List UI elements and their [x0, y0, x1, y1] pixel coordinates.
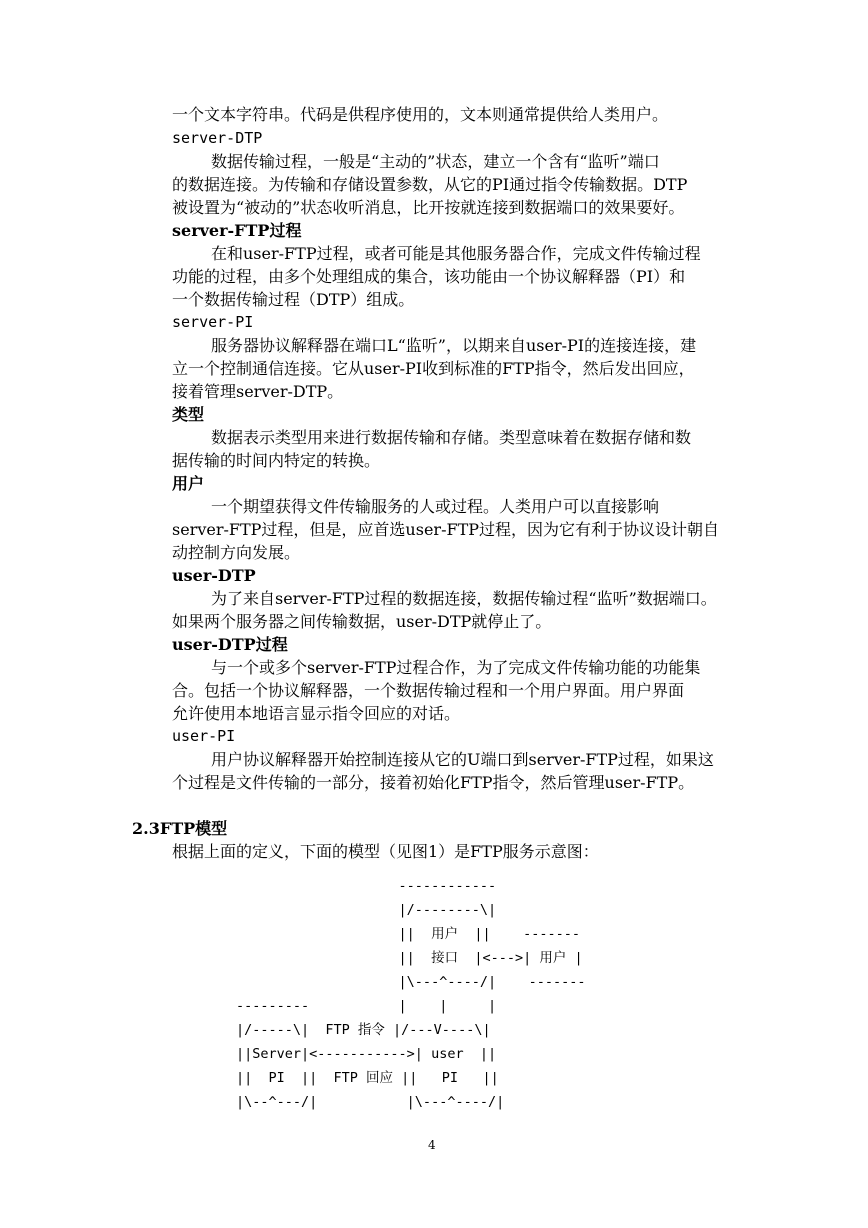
section-intro: 根据上面的定义，下面的模型（见图1）是FTP服务示意图：	[172, 842, 599, 861]
term-type: 类型	[172, 405, 205, 424]
term-user-dtp-process: user-DTP过程	[172, 635, 288, 654]
page-number: 4	[428, 1138, 436, 1152]
text-line-5: 被设置为“被动的”状态收听消息，比开按就连接到数据端口的效果要好。	[172, 198, 685, 217]
text-line-8: 功能的过程，由多个处理组成的集合，该功能由一个协议解释器（PI）和	[172, 267, 686, 286]
text-line-9: 一个数据传输过程（DTP）组成。	[172, 290, 415, 309]
text-line-30: 个过程是文件传输的一部分，接着初始化FTP指令，然后管理user-FTP。	[172, 773, 695, 792]
text-line-15: 数据表示类型用来进行数据传输和存储。类型意味着在数据存储和数	[211, 428, 692, 447]
term-user-dtp: user-DTP	[172, 566, 256, 585]
text-line-20: 动控制方向发展。	[172, 543, 301, 562]
text-line-22: 为了来自server-FTP过程的数据连接，数据传输过程“监听”数据端口。	[211, 589, 717, 608]
text-line-7: 在和user-FTP过程，或者可能是其他服务器合作，完成文件传输过程	[211, 244, 701, 263]
term-server-dtp: server-DTP	[172, 129, 263, 147]
ftp-model-diagram: ------------ |/--------\| || 用户 || ------- || 接口 |<--->| 用户 | |\---^----/| ------- --------- | | | |/-----\| FTP 指令 |/---V----\| ||Server|<----------->| user || || PI || FTP 回应 || PI || |\--^---/| |\---^----/|	[236, 878, 586, 1110]
text-line-25: 与一个或多个server-FTP过程合作，为了完成文件传输功能的功能集	[211, 658, 701, 677]
text-line-19: server-FTP过程，但是，应首选user-FTP过程，因为它有利于协议设计朝自	[172, 520, 720, 539]
text-line-11: 服务器协议解释器在端口L“监听”，以期来自user-PI的连接连接，建	[211, 336, 697, 355]
term-user: 用户	[172, 474, 205, 493]
text-line-3: 数据传输过程，一般是“主动的”状态，建立一个含有“监听”端口	[211, 152, 660, 171]
term-server-ftp-process: server-FTP过程	[172, 221, 302, 240]
section-heading: 2.3FTP模型	[132, 819, 228, 838]
text-line-1: 一个文本字符串。代码是供程序使用的，文本则通常提供给人类用户。	[172, 105, 669, 124]
text-line-23: 如果两个服务器之间传输数据，user-DTP就停止了。	[172, 612, 552, 631]
text-line-4: 的数据连接。为传输和存储设置参数，从它的PI通过指令传输数据。DTP	[172, 175, 688, 194]
text-line-26: 合。包括一个协议解释器，一个数据传输过程和一个用户界面。用户界面	[172, 681, 685, 700]
text-line-27: 允许使用本地语言显示指令回应的对话。	[172, 704, 461, 723]
text-line-12: 立一个控制通信连接。它从user-PI收到标准的FTP指令，然后发出回应，	[172, 359, 695, 378]
term-server-pi: server-PI	[172, 313, 254, 331]
term-user-pi: user-PI	[172, 727, 236, 745]
text-line-13: 接着管理server-DTP。	[172, 382, 344, 401]
text-line-29: 用户协议解释器开始控制连接从它的U端口到server-FTP过程，如果这	[211, 750, 714, 769]
text-line-16: 据传输的时间内特定的转换。	[172, 451, 381, 470]
text-line-18: 一个期望获得文件传输服务的人或过程。人类用户可以直接影响	[211, 497, 660, 516]
